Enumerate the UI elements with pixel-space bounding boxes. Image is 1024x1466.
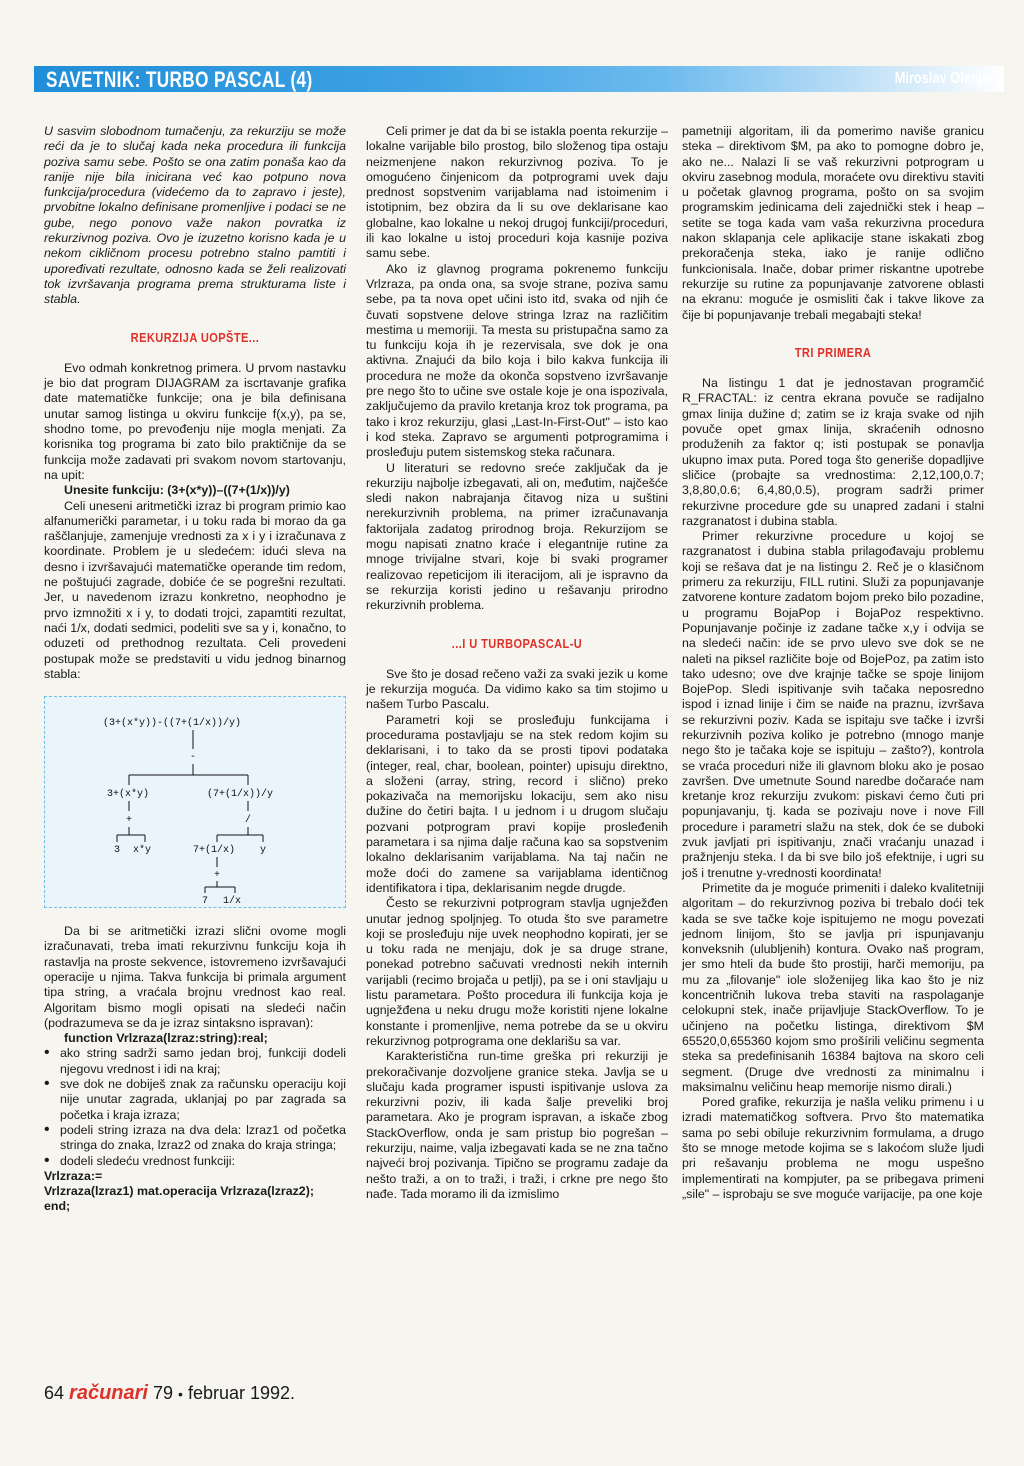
function-prompt: Unesite funkciju: (3+(x*y))–((7+(1/x))/y) <box>64 483 290 498</box>
tree-lr: x*y <box>133 845 152 857</box>
tree-left: 3+(x*y) <box>107 789 150 801</box>
tree-ll: 3 <box>114 845 121 857</box>
column-1 <box>44 124 346 1215</box>
list-item: • sve dok ne dobiješ znak za računsku operaciju koji nije unutar zagrada, uklanjaj po par zagrada sa početka i kraja izraza; <box>44 1077 346 1123</box>
issue-date: februar 1992. <box>187 1383 296 1403</box>
section-heading-tri-primera: TRI PRIMERA <box>794 344 872 360</box>
page-number: 64 <box>44 1383 65 1403</box>
binary-tree-figure <box>44 696 346 908</box>
section-heading-rekurzija: REKURZIJA UOPŠTE... <box>130 329 260 345</box>
paragraph: Parametri koji se prosleđuju funkcijama i procedurama postavljaju se na stek redom kojim su deklarisani, i to tako da se prosti tipovi podataka (integer, real, char, boolean, pointer) upisuju direktno, a složeni (array, string, record i slično) preko pokazivača na memorijsku lokaciju, sem ako nisu dužine do četiri bajta. I u jednom i u drugom slučaju pozvani potprogram pravi kopije prosleđenih parametara i sa njima dalje računa kao sa sopstvenim lokalno deklarisanim varijablama. Na taj način ne može doći do zamene sa varijablama identičnog identifikatora i tipa, deklarisanim negde drugde. <box>366 712 668 895</box>
code-line: end; <box>44 1199 71 1214</box>
paragraph: Karakteristična run-time greška pri rekurziji je prekoračivanje dozvoljene granice steka. Javlja se u slučaju kada programer ispusti ispitivanje uslova za rekurzivni poziv, ili kada šalje preveliki broj parametara. Ako je program ispravan, a iskače zbog StackOverflow, onda je sam pristup bio pogrešan – rekurziju, naime, valja izbegavati kada se ne zna tačno najveći broj pozivanja. Tipično se programu zadaje da nešto traži, a on to traži, i traži, i crkne pre nego što nađe. Tada moramo ili da izmislimo <box>366 1049 668 1201</box>
code-line: Vrlzraza(lzraz1) mat.operacija Vrlzraza(lzraz2); <box>44 1184 314 1199</box>
paragraph: pametniji algoritam, ili da pomerimo naviše granicu steka – direktivom $M, pa ako to pomogne dobro je, ako ne... Nalazi li se vaš rekurzivni potprogram u okviru zasebnog modula, moraćete ovu direktivu staviti u početak glavnog programa, pošto on sa svojim programskim jedinicama deli zajednički stek i heap – setite se toga kada vam vaša rekurzivna procedura nakon sklapanja cele aplikacije stane iskakati zbog prekoračenja steka, iako je ranije odlično funkcionisala. Inače, dobar primer riskantne upotrebe rekurzije su rutine za popunjavanje zatvorene oblasti na ekranu: moguće je osmisliti čak i takve likove za čije bi popunjavanje trebali megabajti steka! <box>682 124 984 322</box>
tree-rll: 7 <box>202 896 209 908</box>
paragraph: Sve što je dosad rečeno važi za svaki jezik u kome je rekurzija moguća. Da vidimo kako sa tim stojimo u našem Turbo Pascalu. <box>366 666 668 712</box>
paragraph: Celi primer je dat da bi se istakla poenta rekurzije – lokalne varijable bilo prostog, bilo složenog tipa ostaju neizmenjene nakon rekurzivnog poziva. To je omogućeno činjenicom da potprogrami uvek daju prednost sopstvenim varijablama nad istoimenim i istotipnim, bez obzira da li su ove deklarisane kao globalne, kao lokalne u nekoj drugoj funkciji/proceduri, ili kao lokalne u istoj proceduri koja kasnije poziva samu sebe. <box>366 124 668 261</box>
list-item: • ako string sadrži samo jedan broj, funkciji dodeli njegovu vrednost i idi na kraj; <box>44 1046 346 1077</box>
separator-bullet: • <box>178 1386 183 1402</box>
algorithm-steps <box>44 1046 346 1168</box>
paragraph: Primetite da je moguće primeniti i daleko kvalitetniji algoritam – do rekurzivnog poziva bi trebalo doći tek kada se sve tačke koje ispitujemo ne mogu povezati jednom linijom, što se javlja pri ispunjavanju konveksnih (ulubljenih) kontura. Ovako naš program, jer smo hteli da bude što prostiji, harči memoriju, pa mu za „filovanje" iole složenijeg lika kao što je niz koncentričnih lukova treba staviti na raspolaganje celokupni stek, inače prijavljuje StackOverflow. To je učinjeno na početku listinga, direktivom $M 65520,0,655360 kojom smo prošírili veličinu segmenta steka sa predefinisanih 16384 bajtova na skoro celi segment. (Druge dve vrednosti za minimalnu i maksimalnu veličinu heap memorije nismo dirali.) <box>682 880 984 1094</box>
paragraph: Da bi se aritmetički izrazi slični ovome mogli izračunavati, treba imati rekurzivnu funkciju koja ih rastavlja na proste sekvence, istovremeno izvršavajući operacije u njima. Takva funkcija bi primala argument tipa string, a vraćala brojnu vrednost kao real. Algoritam bismo mogli opisati na sledeći način (podrazumeva se da je izraz sintaksno ispravan): <box>44 924 346 1030</box>
code-line: Vrlzraza:= <box>44 1168 103 1183</box>
page-footer <box>44 1382 295 1405</box>
paragraph: Na listingu 1 dat je jednostavan programčić R_FRACTAL: iz centra ekrana povuče se radijalno gmax linija dužine d; zatim se iz kraja svake od njih povuče opet gmax linija, skraćenih odnosno produženih za faktor q; isti postupak se ponavlja ukupno imax puta. Pored toga što generiše dopadljive sličice (probajte sa vrednostima: 2,12,100,0.7; 3,8,80,0.6; 6,4,80,0.5), program sadrži primer rekurzivne procedure gde su unapred zadani i stalni razgranatost i dubina stabla. <box>682 376 984 528</box>
paragraph: Evo odmah konkretnog primera. U prvom nastavku je bio dat program DIJAGRAM za iscrtavanje grafika date matematičke funkcije; ona je bila definisana unutar samog listinga u okviru funkcije f(x,y), pa se, shodno tome, po prevođenju nije mogla menjati. Za korisnika tog programa bi zato bilo praktičnije da se funkcija može zadavati pri svakom novom startovanju, na upit: <box>44 360 346 482</box>
paragraph: Primer rekurzivne procedure u kojoj se razgranatost i dubina stabla prilagođavaju problemu koji se rešava dat je na listingu 2. Reč je o klasičnom primeru za rekurziju, FILL rutini. Služi za popunjavanje zatvorene konture zadatom bojom preko bilo pozadine, u programu BojaPop i BojaPoz respektivno. Popunjavanje počinje iz zadane tačke x,y i odvija se na sledeći način: ide se prvo ulevo sve dok se ne naleti na piksel različite boje od BojePoz, pa zatim isto tako udesno; ove dve krajnje tačke se spoje linijom BojePop. Sledi ispitivanje svih tačaka neposredno ispod i iznad linije i čim se naiđe na praznu, izvršava se rekurzivni poziv. Kada se ispitaju sve tačke i izvrši rekurzivnih poziva koliko je potrebno (mnogo manje nego što je tačaka koje se ispituju – zašto?), kontrola se vraća proceduri niže ili glavnom bloku ako je posao završen. Dve umetnute Sound naredbe dočaraće nam kretanje kroz rekurziju zvukom: piskavi ćemo čuti pri popunjavanju, tj. kada se pozivaju nove i nove Fill procedure i parametri slažu na stek, dok će se duboki zvuk javljati pri ispitivanju, znači vraćanju unazad i pražnjenju steka. I da bi sve bilo još efektnije, i ugri su još i trenutne y-vrednosti koordinata! <box>682 529 984 880</box>
paragraph: Celi uneseni aritmetički izraz bi program primio kao alfanumerički parametar, i u toku rada bi morao da ga raščlanjuje, zamenjuje vrednosti za x i y i izračunava z koordinate. Problem je u sledećem: idući sleva na desno i izvršavajući matematičke operande tim redom, ne poštujući zagrade, dobiće će se pogrešni rezultati. Jer, u navedenom izrazu konkretno, neophodno je prvo izmnožiti x i y, to dodati trojci, zapamtiti rezultat, naći 1/x, dodati sedmici, podeliti sve sa y i, konačno, to oduzeti od prethodnog rezultata. Celi provedeni postupak može se predstaviti u vidu jednog binarnog stabla: <box>44 498 346 681</box>
tree-op-left: + <box>126 815 133 827</box>
author-name: Miroslav Olenjin <box>895 70 994 87</box>
tree-root: (3+(x*y))-((7+(1/x))/y) <box>103 718 242 730</box>
column-3 <box>682 124 984 1202</box>
function-signature: function Vrlzraza(lzraz:string):real; <box>64 1031 268 1046</box>
paragraph: Ako iz glavnog programa pokrenemo funkciju Vrlzraza, pa onda ona, sa svoje strane, poziva samu sebe, pa ta nova opet učini isto itd, svaka od njih će čuvati sopstvene delove stringa lzraz na različitim mestima u memoriji. Ta mesta su pristupačna samo za tu funkciju koja ih je rezervisala, sve dok je ona aktivna. Znajući da bilo koja i bilo kakva funkcija ili procedura ne može da okonča sopstveno izvršavanje pre nego što to učine sve ostale koje je ona ispozivala, zaključujemo da pravilo kretanja kroz tok programa, pa tako i kroz rekurziju, glasi „Last-In-First-Out" – isto kao i kod steka. Zapravo se argumenti potprogramima i prosleđuju putem sistemskog steka računara. <box>366 261 668 460</box>
section-heading-turbopascal: ...I U TURBOPASCAL-U <box>451 635 583 651</box>
tree-right: (7+(1/x))/y <box>207 789 274 801</box>
tree-rlr: 1/x <box>223 896 242 908</box>
tree-op-rl: + <box>214 870 221 882</box>
tree-op-right: / <box>245 815 252 827</box>
header-banner <box>34 66 1004 92</box>
list-item: • dodeli sledeću vrednost funkciji: <box>44 1154 346 1169</box>
tree-rr: y <box>260 845 267 857</box>
article-title: SAVETNIK: TURBO PASCAL (4) <box>46 67 313 92</box>
column-2 <box>366 124 668 1202</box>
binary-tree-diagram <box>45 697 345 907</box>
intro-paragraph <box>44 124 346 308</box>
intro-text: U sasvim slobodnom tumačenju, za rekurziju se može reći da je to slučaj kada neka procedura ili funkcija poziva samu sebe. Pošto se ona zatim ponaša kao da ranije nije bila inicirana već kao potpuno nova funkcija/procedura (videćemo da to zapravo i jeste), prvobitne lokalno definisane promenljive i podaci se ne gube, nego ponovo važe nakon povratka iz rekurzivnog poziva. Ovo je izuzetno korisno kada je u nekom cikličnom procesu potrebno stalno pamtiti i upoređivati rezultate, odnosno kada se želi realizovati tok izvršavanja programa prema strukturama liste i stabla. <box>44 124 346 307</box>
tree-rl: 7+(1/x) <box>193 845 236 857</box>
paragraph: Često se rekurzivni potprogram stavlja ugnježđen unutar jednog spoljnjeg. To otuda što sve parametre koji se prosleđuju nije uvek neophodno kopirati, jer se u toku rada ne menjaju, dok je sa druge strane, ponekad potrebno sačuvati vrednosti nekih internih varijabli (recimo brojača u petlji), pa se i oni stavljaju u listu parametara. Pošto procedura ili funkcija koja je ugnježđena u neku drugu može koristiti njene lokalne konstante i promenljive, nema potrebe da se u okviru rekurzivnog potprograma one deklarišu sa var. <box>366 896 668 1048</box>
paragraph: U literaturi se redovno sreće zaključak da je rekurziju najbolje izbegavati, ali on, međutim, najčešće sledi nakon nabrajanja čitavog niza u suštini nerekurzivnih problema, na primer izračunavanja faktorijala zadatog prirodnog broja. Rekurzijom se mogu napisati znatno kraće i elegantnije rutine za mnoge trivijalne stvari, koje bi svaki programer realizovao repeticijom ili iteracijom, ali je ispravno da se rekurzija koristi jedino u rešavanju prirodno rekurzivnih problema. <box>366 460 668 613</box>
issue-number: 79 <box>153 1383 174 1403</box>
paragraph: Pored grafike, rekurzija je našla veliku primenu i u izradi matematičkog softvera. Prvo što matematika sama po sebi obiluje rekurzivnim formulama, a drugo što se mnoge metode kojima se s lakoćom služe ljudi pri rešavanju problema ne mogu uspešno implementirati na kompjuter, pa se pribegava primeni „sile" – isprobaju se sve moguće varijacije, pa one koje <box>682 1095 984 1201</box>
list-item: • podeli string izraza na dva dela: lzraz1 od početka stringa do znaka, lzraz2 od znaka do kraja stringa; <box>44 1123 346 1154</box>
tree-op-root: - <box>190 752 197 764</box>
magazine-name: računari <box>69 1382 148 1404</box>
